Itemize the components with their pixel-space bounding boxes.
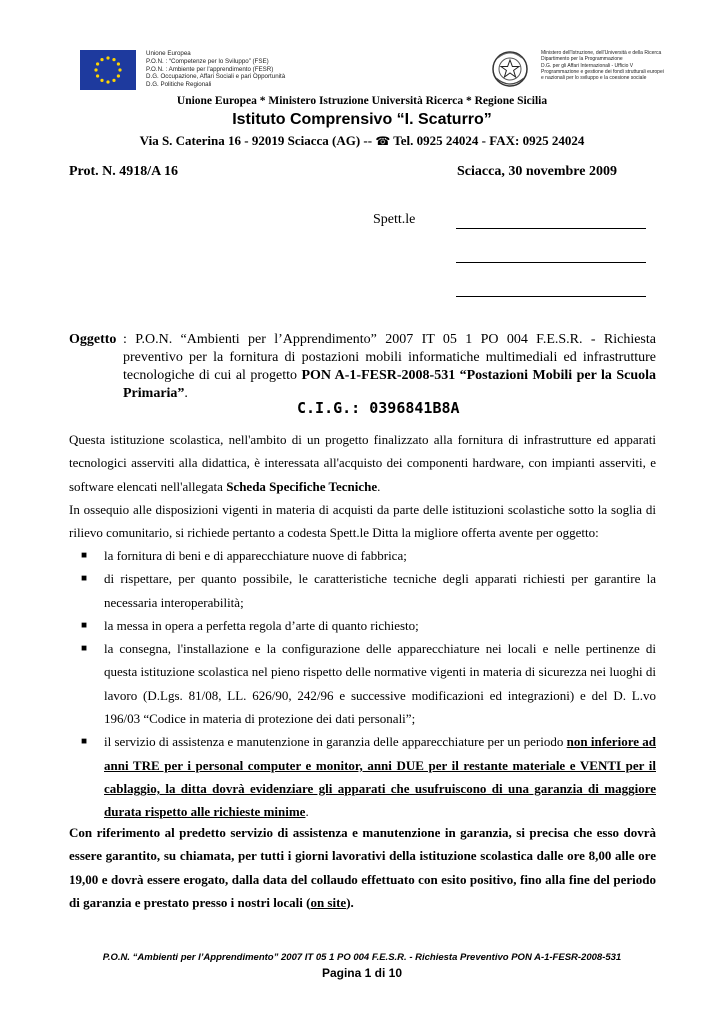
list-item — [69, 614, 656, 637]
spec-sheet-ref: Scheda Specifiche Tecniche — [226, 478, 378, 494]
eu-programme-text — [146, 50, 286, 89]
bullet-icon: ■ — [81, 550, 88, 561]
list-item — [69, 637, 656, 730]
subject-block — [69, 331, 656, 403]
intro-text — [69, 428, 656, 544]
intro-p1-end: . — [377, 478, 381, 494]
cig-code: C.I.G.: 0396841B8A — [297, 399, 460, 417]
institutions-line: Unione Europea * Ministero Istruzione Università Ricerca * Regione Sicilia — [176, 95, 548, 107]
recipient-blank-line — [456, 296, 646, 297]
list-item — [69, 567, 656, 614]
eu-line: D.G. Occupazione, Affari Sociali e pari Opportunità — [146, 73, 286, 81]
closing-paragraph — [69, 821, 656, 914]
phone-icon: ☎ — [375, 134, 391, 148]
page-footer: P.O.N. “Ambienti per l’Apprendimento” 2007 IT 05 1 PO 004 F.E.S.R. - Richiesta Preventivo PON A-1-FESR-2008-531 — [102, 952, 622, 963]
ministry-line: e nazionali per lo sviluppo e la coesione sociale — [541, 75, 647, 82]
list-item-text: di rispettare, per quanto possibile, le caratteristiche tecniche degli apparati richiesti per garantire la necessaria interoperabilità; — [104, 571, 656, 610]
intro-paragraph — [69, 428, 656, 498]
subject-text-end: . — [184, 386, 188, 401]
project-title: PON A-1-FESR-2008-531 “Postazioni Mobili per la Scuola Primaria” — [123, 368, 656, 401]
subject-label: Oggetto — [69, 332, 117, 347]
subject-text-main: : P.O.N. “Ambienti per l’Apprendimento” 2007 IT 05 1 PO 004 F.E.S.R. - Richiesta preventivo per la fornitura di postazioni mobili informatiche multimediali ed infrastrutture tecnologiche di cui al progetto — [123, 332, 656, 383]
list-item-text: la messa in opera a perfetta regola d’arte di quanto richiesto; — [104, 617, 419, 633]
bullet-icon: ■ — [81, 736, 88, 748]
recipient-blank-line — [456, 228, 646, 229]
list-item — [69, 730, 656, 823]
school-address — [0, 133, 724, 149]
ministry-text — [541, 50, 681, 81]
intro-paragraph: In ossequio alle disposizioni vigenti in materia di acquisti da parte delle istituzioni scolastiche sotto la soglia di rilievo comunitario, si richiede pertanto a codesta Spett.le Ditta la migliore offerta avente per oggetto: — [69, 501, 656, 541]
ministry-line: Programmazione e gestione dei fondi strutturali europei — [541, 68, 664, 75]
letter-date: Sciacca, 30 novembre 2009 — [457, 164, 617, 179]
list-item-text: la fornitura di beni e di apparecchiature nuove di fabbrica; — [104, 548, 407, 563]
bullet-icon: ■ — [81, 619, 88, 631]
intro-p1-text: Questa istituzione scolastica, nell'ambito di un progetto finalizzato alla fornitura di infrastrutture ed apparati tecnologici asserviti alla didattica, è interessata all'acquisto dei componenti hardware, con impianti asserviti, e software elencati nell'allegata — [69, 432, 656, 494]
eu-line: P.O.N. : “Competenze per lo Sviluppo” (FSE) — [146, 57, 269, 65]
recipient-blank-line — [456, 262, 646, 263]
eu-line: Unione Europea — [146, 50, 191, 57]
warranty-terms: non inferiore ad anni TRE per i personal computer e monitor, anni DUE per il restante materiale e VENTI per il cablaggio, la ditta dovrà evidenziare gli apparati che usufruiscono di una garanzia di maggiore durata rispetto alle richieste minime — [104, 734, 656, 820]
ministry-line: D.G. per gli Affari Internazionali - Ufficio V — [541, 62, 634, 69]
subject-text — [123, 331, 656, 403]
warranty-text: il servizio di assistenza e manutenzione in garanzia delle apparecchiature per un periodo — [104, 734, 567, 750]
republic-emblem-logo — [490, 48, 530, 90]
recipient-label: Spett.le — [373, 212, 416, 227]
requirements-list — [69, 544, 656, 824]
protocol-number: Prot. N. 4918/A 16 — [69, 164, 179, 179]
eu-line: P.O.N. : Ambiente per l'apprendimento (FESR) — [146, 65, 274, 73]
on-site-text: on site — [310, 894, 347, 910]
closing-text-end: ). — [346, 894, 354, 910]
closing-text: Con riferimento al predetto servizio di assistenza e manutenzione in garanzia, si precisa che esso dovrà essere garantito, su chiamata, per tutti i giorni lavorativi della istituzione scolastica dalle ore 8,00 alle ore 19,00 e dovrà essere erogato, dalla data del collaudo effettuato con esito positivo, fino alla fine del periodo di garanzia e prestato presso i nostri locali ( — [69, 825, 656, 910]
contacts-text: Tel. 0925 24024 - FAX: 0925 24024 — [393, 133, 585, 148]
list-item — [69, 544, 656, 567]
warranty-text-end: . — [305, 804, 309, 820]
eu-line: D.G. Politiche Regionali — [146, 81, 212, 89]
ministry-line: Dipartimento per la Programmazione — [541, 56, 623, 63]
page-number: Pagina 1 di 10 — [321, 966, 403, 980]
list-item-text: la consegna, l'installazione e la configurazione delle apparecchiature nei locali e nelle pertinenze di questa istituzione scolastica nel pieno rispetto delle normative vigenti in materia di sicurezza nei luoghi di lavoro (D.Lgs. 81/08, LL. 626/90, 242/96 e successive modificazioni ed integrazioni) e del D. L.vo 196/03 “Codice in materia di protezione dei dati personali”; — [104, 641, 656, 727]
school-name: Istituto Comprensivo “I. Scaturro” — [232, 111, 492, 128]
ministry-line: Ministero dell'Istruzione, dell'Università e della Ricerca — [541, 50, 662, 56]
bullet-icon: ■ — [81, 643, 88, 655]
address-text: Via S. Caterina 16 - 92019 Sciacca (AG) -- — [139, 133, 373, 148]
eu-flag-logo — [80, 50, 136, 90]
bullet-icon: ■ — [81, 573, 88, 585]
